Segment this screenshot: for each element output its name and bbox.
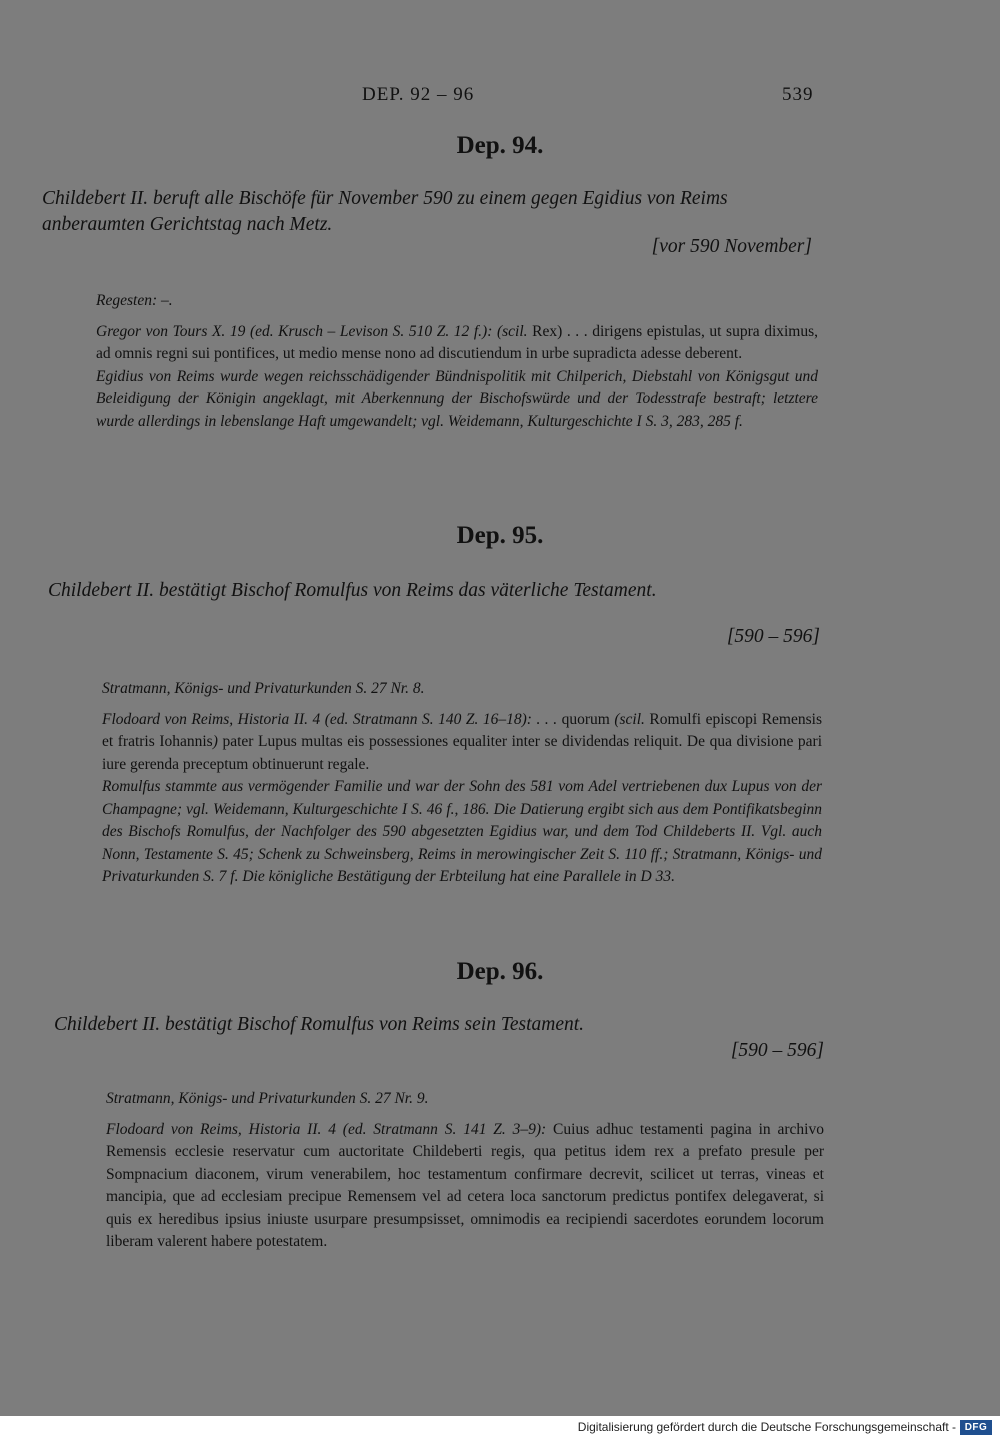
- dep94-summary: Childebert II. beruft alle Bischöfe für November 590 zu einem gegen Egidius von Reims anberaumten Gerichtstag nach Metz.: [42, 188, 728, 235]
- dep94-heading: Dep. 94.: [456, 132, 544, 159]
- dep94-commentary: Egidius von Reims wurde wegen reichsschädigender Bündnispolitik mit Chilperich, Diebstahl von Königsgut und Beleidigung der Königin angeklagt, mit Aberkennung der Bischofswürde und der Todesstrafe bestraft; letztere wurde allerdings in lebenslange Haft umgewandelt; vgl. Weidemann, Kulturgeschichte I S. 3, 283, 285 f.: [96, 367, 818, 430]
- dep95-source-text1: Romulfi episcopi Remensis et fratris Iohannis: [102, 710, 822, 750]
- footer-bar: [0, 1416, 1000, 1439]
- dep94-source-text: . . . dirigens epistulas, ut supra diximus, ad omnis regni sui pontifices, ut medio mense nono ad discutiendum in urbe supradicta adesse deberent.: [96, 322, 819, 362]
- dep96-apparatus: [106, 1088, 824, 1254]
- dep95-source-ref: Flodoard von Reims, Historia II. 4 (ed. Stratmann S. 140 Z. 16–18): . . .: [102, 710, 558, 728]
- dfg-logo: DFG: [960, 1420, 992, 1435]
- dep94-regesten: Regesten: –.: [96, 292, 173, 309]
- dep94-apparatus: [96, 290, 818, 441]
- dep96-summary: Childebert II. bestätigt Bischof Romulfus von Reims sein Testament.: [54, 1014, 585, 1035]
- dep95-source-word: quorum: [557, 710, 615, 728]
- running-head-title: DEP. 92 – 96: [362, 84, 475, 105]
- dep96-edition: Stratmann, Königs- und Privaturkunden S. 27 Nr. 9.: [106, 1090, 429, 1107]
- dep95-heading: Dep. 95.: [456, 522, 544, 549]
- dep95-source-scil: (scil.: [614, 710, 645, 728]
- dep94-source-word: Rex): [532, 322, 563, 340]
- digitization-credit: Digitalisierung gefördert durch die Deutsche Forschungsgemeinschaft -: [577, 1420, 956, 1434]
- dep95-apparatus: [102, 678, 822, 897]
- dep96-source-ref: Flodoard von Reims, Historia II. 4 (ed. Stratmann S. 141 Z. 3–9):: [106, 1120, 547, 1138]
- dep95-source-paren: ): [212, 733, 218, 750]
- dep94-source-ref: Gregor von Tours X. 19 (ed. Krusch – Levison S. 510 Z. 12 f.): (scil.: [96, 322, 528, 340]
- dep94-date: [vor 590 November]: [651, 236, 812, 257]
- dep96-date: [590 – 596]: [730, 1040, 824, 1061]
- dep95-date: [590 – 596]: [726, 626, 820, 647]
- dep96-source-text: Cuius adhuc testamenti pagina in archivo Remensis ecclesie reservatur cum auctoritate Childeberti regis, qua petitus idem rex a prefato presule per Sompnacium diaconem, virum venerabilem, hoc testamentum confirmare decrevit, scilicet ut terras, vineas et mancipia, que ad ecclesiam precipue Remensem vel ad cetera loca sanctorum predictus pontifex delegaverat, si quis ex heredibus ipsius iniuste usurpare presumpsisset, omnimodis ea recipiendi sacerdotes eorundem locorum liberam valerent habere potestatem.: [106, 1120, 824, 1250]
- dep95-edition: Stratmann, Königs- und Privaturkunden S. 27 Nr. 8.: [102, 680, 425, 697]
- dep95-summary: Childebert II. bestätigt Bischof Romulfus von Reims das väterliche Testament.: [48, 580, 657, 601]
- dep95-commentary: Romulfus stammte aus vermögender Familie und war der Sohn des 581 vom Adel vertriebenen dux Lupus von der Champagne; vgl. Weidemann, Kulturgeschichte I S. 46 f., 186. Die Datierung ergibt sich aus dem Pontifikatsbeginn des Bischofs Romulfus, der Nachfolger des 590 abgesetzten Egidius war, und dem Tod Childeberts II. Vgl. auch Nonn, Testamente S. 45; Schenk zu Schweinsberg, Reims in merowingischer Zeit S. 110 ff.; Stratmann, Königs- und Privaturkunden S. 7 f. Die königliche Bestätigung der Erbteilung hat eine Parallele in D 33.: [102, 778, 822, 885]
- page-number: 539: [782, 84, 814, 105]
- dep95-source-text2: pater Lupus multas eis possessiones equaliter inter se dividendas reliquit. De qua divisione pari iure gerenda preceptum obtinuerunt regale.: [102, 733, 823, 773]
- dep96-heading: Dep. 96.: [456, 958, 544, 985]
